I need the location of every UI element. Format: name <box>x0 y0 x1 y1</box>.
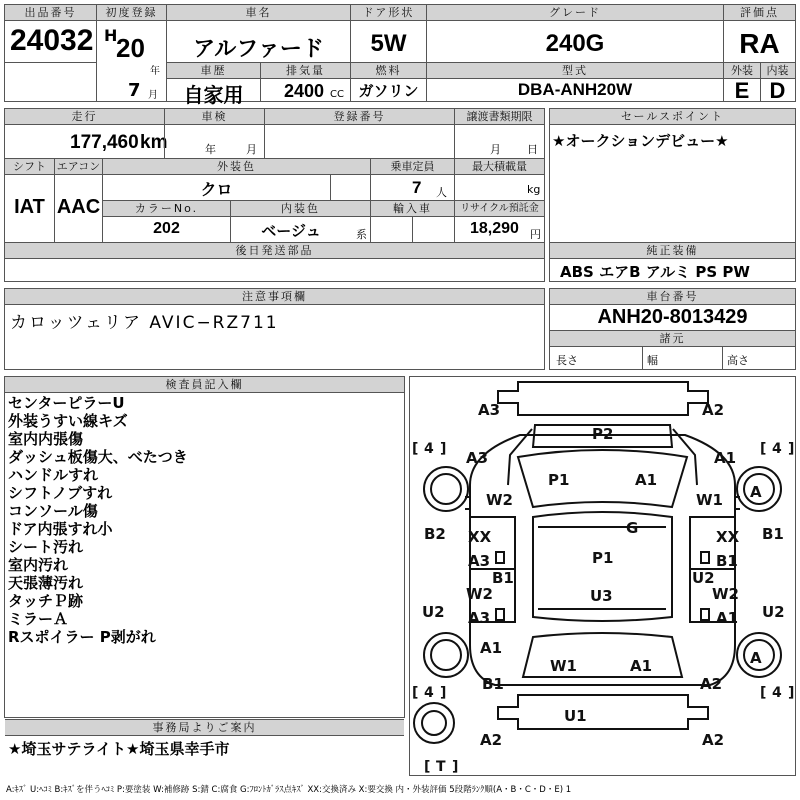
damage-mark: A3 <box>478 401 501 419</box>
damage-mark: A <box>750 483 762 501</box>
grade-label: グレード <box>427 5 723 21</box>
insp-year-unit: 年 <box>205 143 216 156</box>
car-name: アルファード <box>193 37 324 62</box>
damage-mark: A2 <box>480 731 503 749</box>
transfer-label: 譲渡書類期限 <box>455 109 544 125</box>
recycle-label: リサイクル預託金 <box>455 201 544 217</box>
damage-mark: U1 <box>564 707 587 725</box>
damage-mark: A2 <box>702 401 725 419</box>
damage-mark: B1 <box>716 552 738 570</box>
length-label: 長さ <box>556 354 578 367</box>
history-label: 車歴 <box>167 63 260 79</box>
lot-label: 出品番号 <box>5 5 96 21</box>
inspector-item: 室内内張傷 <box>8 430 84 448</box>
damage-mark: G <box>626 519 639 537</box>
equipment-text: ABS エアB アルミ PS PW <box>560 263 750 281</box>
damage-mark: W2 <box>712 585 739 603</box>
damage-mark: A1 <box>480 639 503 657</box>
tire-label: 4 <box>424 685 434 701</box>
inspector-item: Rスポイラー P剥がれ <box>8 628 156 646</box>
year-unit: 年 <box>150 66 160 77</box>
insp-month-unit: 月 <box>246 143 257 156</box>
damage-mark: U2 <box>762 603 785 621</box>
inspector-item: シフトノブすれ <box>8 484 113 502</box>
damage-mark: A3 <box>466 449 489 467</box>
inspector-item: コンソール傷 <box>8 502 98 520</box>
damage-mark: A2 <box>700 675 723 693</box>
inspector-item: ハンドルすれ <box>8 466 99 484</box>
km-unit: km <box>140 132 168 153</box>
damage-mark: B2 <box>424 525 446 543</box>
office-text: ★埼玉サテライト★埼玉県幸手市 <box>8 740 230 758</box>
damage-mark: W2 <box>466 585 493 603</box>
color: クロ <box>200 180 233 199</box>
inspector-item: ダッシュ板傷大、べたつき <box>8 448 188 466</box>
mileage-label: 走行 <box>5 109 164 125</box>
capacity: 7 <box>412 178 422 197</box>
ext-score: E <box>734 78 750 103</box>
tire-label: 4 <box>424 441 434 457</box>
damage-mark: U3 <box>590 587 613 605</box>
inspector-label: 検査員記入欄 <box>5 377 404 393</box>
inspector-item: ドア内張すれ小 <box>8 520 113 538</box>
door: 5W <box>370 30 407 57</box>
tire-label: ] <box>788 441 795 457</box>
width-label: 幅 <box>647 354 658 367</box>
chassis-number: ANH20-8013429 <box>597 306 748 328</box>
person-unit: 人 <box>436 186 447 199</box>
damage-mark: W1 <box>696 491 723 509</box>
import-label: 輸入車 <box>371 201 454 217</box>
lot-number: 24032 <box>10 24 94 57</box>
damage-mark: A1 <box>635 471 658 489</box>
later-parts-label: 後日発送部品 <box>5 243 544 259</box>
cc-unit: CC <box>330 89 344 100</box>
office-label: 事務局よりご案内 <box>5 719 404 736</box>
shift: IAT <box>14 196 45 218</box>
history: 自家用 <box>183 83 244 107</box>
mileage: 177,460 <box>70 132 139 153</box>
tire-label: [ <box>424 759 431 775</box>
maxload-label: 最大積載量 <box>455 159 544 175</box>
notes-text: カロッツェリア AVIC−RZ711 <box>10 313 279 333</box>
int-label: 内装 <box>760 63 795 79</box>
damage-mark: XX <box>716 528 740 546</box>
sales-label: セールスポイント <box>550 109 795 125</box>
first-reg-label: 初度登録 <box>97 5 166 21</box>
damage-mark: W1 <box>550 657 577 675</box>
inspector-item: ミラーＡ <box>8 610 69 628</box>
damage-mark: A3 <box>468 609 491 627</box>
damage-mark: A <box>750 649 762 667</box>
damage-mark: B1 <box>762 525 784 543</box>
damage-mark: U2 <box>422 603 445 621</box>
damage-mark: XX <box>468 528 492 546</box>
inspector-item: センターピラーU <box>8 394 125 412</box>
kg-unit: kg <box>527 183 541 196</box>
tire-label: 4 <box>772 441 782 457</box>
color-label: 外装色 <box>103 159 370 175</box>
damage-mark: P2 <box>592 425 614 443</box>
score: RA <box>739 28 780 59</box>
dims-label: 諸元 <box>550 330 795 347</box>
model-label: 型式 <box>427 63 723 79</box>
car-diagram <box>410 377 795 775</box>
transfer-month-unit: 月 <box>490 143 501 156</box>
notes-label: 注意事項欄 <box>5 289 544 305</box>
fuel: ガソリン <box>358 82 419 100</box>
legend: A:ｷｽﾞ U:ﾍｺﾐ B:ｷｽﾞを伴うﾍｺﾐ P:要塗装 W:補修跡 S:錆 C:腐食 G:ﾌﾛﾝﾄｶﾞﾗｽ点ｷｽﾞ XX:交換済み X:要交換 内・外装評価 5段階ﾗﾝｸ順(A・B・C・D・E) 1 <box>6 785 572 795</box>
damage-mark: A1 <box>714 449 737 467</box>
door-label: ドア形状 <box>351 5 426 21</box>
era: H <box>104 26 118 45</box>
height-label: 高さ <box>727 354 749 367</box>
shift-label: シフト <box>5 159 54 175</box>
tire-label: ] <box>440 685 447 701</box>
inspector-item: シート汚れ <box>8 538 84 556</box>
transfer-day-unit: 日 <box>527 143 538 156</box>
damage-mark: U2 <box>692 569 715 587</box>
reg-month: 7 <box>128 80 141 101</box>
displacement: 2400 <box>284 81 325 101</box>
sales-text: ★オークションデビュー★ <box>552 132 729 150</box>
damage-mark: W2 <box>486 491 513 509</box>
damage-mark: B1 <box>492 569 514 587</box>
intcolor: ベージュ <box>261 222 321 240</box>
damage-mark: P1 <box>592 549 614 567</box>
tire-label: [ <box>412 441 419 457</box>
capacity-label: 乗車定員 <box>371 159 454 175</box>
tire-label: [ <box>760 685 767 701</box>
reg-year: 20 <box>116 33 145 63</box>
tire-label: ] <box>440 441 447 457</box>
grade: 240G <box>545 30 605 57</box>
damage-mark: B1 <box>482 675 504 693</box>
car-name-label: 車名 <box>167 5 350 21</box>
ac: AAC <box>56 196 101 218</box>
tire-label: ] <box>788 685 795 701</box>
kei-unit: 系 <box>356 228 367 241</box>
displacement-label: 排気量 <box>261 63 350 79</box>
tire-label: T <box>436 759 446 775</box>
chassis-label: 車台番号 <box>550 289 795 305</box>
score-label: 評価点 <box>724 5 795 21</box>
yen-unit: 円 <box>530 228 541 241</box>
equipment-label: 純正装備 <box>550 243 795 259</box>
inspector-item: タッチＰ跡 <box>8 592 84 610</box>
ac-label: エアコン <box>56 160 101 173</box>
tire-label: ] <box>452 759 459 775</box>
damage-mark: A1 <box>630 657 653 675</box>
fuel-label: 燃料 <box>351 63 426 79</box>
inspector-item: 天張薄汚れ <box>8 574 84 592</box>
tire-label: [ <box>760 441 767 457</box>
regno-label: 登録番号 <box>265 109 454 125</box>
int-score: D <box>769 78 786 103</box>
inspector-item: 外装うすい線キズ <box>8 412 128 430</box>
colorno-label: カラーNo. <box>103 201 230 217</box>
damage-mark: A1 <box>716 609 739 627</box>
tire-label: 4 <box>772 685 782 701</box>
damage-mark: A3 <box>468 552 491 570</box>
inspector-item: 室内汚れ <box>8 556 69 574</box>
intcolor-label: 内装色 <box>231 201 370 217</box>
month-unit: 月 <box>148 90 158 101</box>
model: DBA-ANH20W <box>517 80 633 99</box>
damage-mark: P1 <box>548 471 570 489</box>
damage-mark: A2 <box>702 731 725 749</box>
colorno: 202 <box>153 220 180 237</box>
inspection-label: 車検 <box>165 109 264 125</box>
ext-label: 外装 <box>724 63 760 79</box>
recycle: 18,290 <box>470 220 519 237</box>
tire-label: [ <box>412 685 419 701</box>
